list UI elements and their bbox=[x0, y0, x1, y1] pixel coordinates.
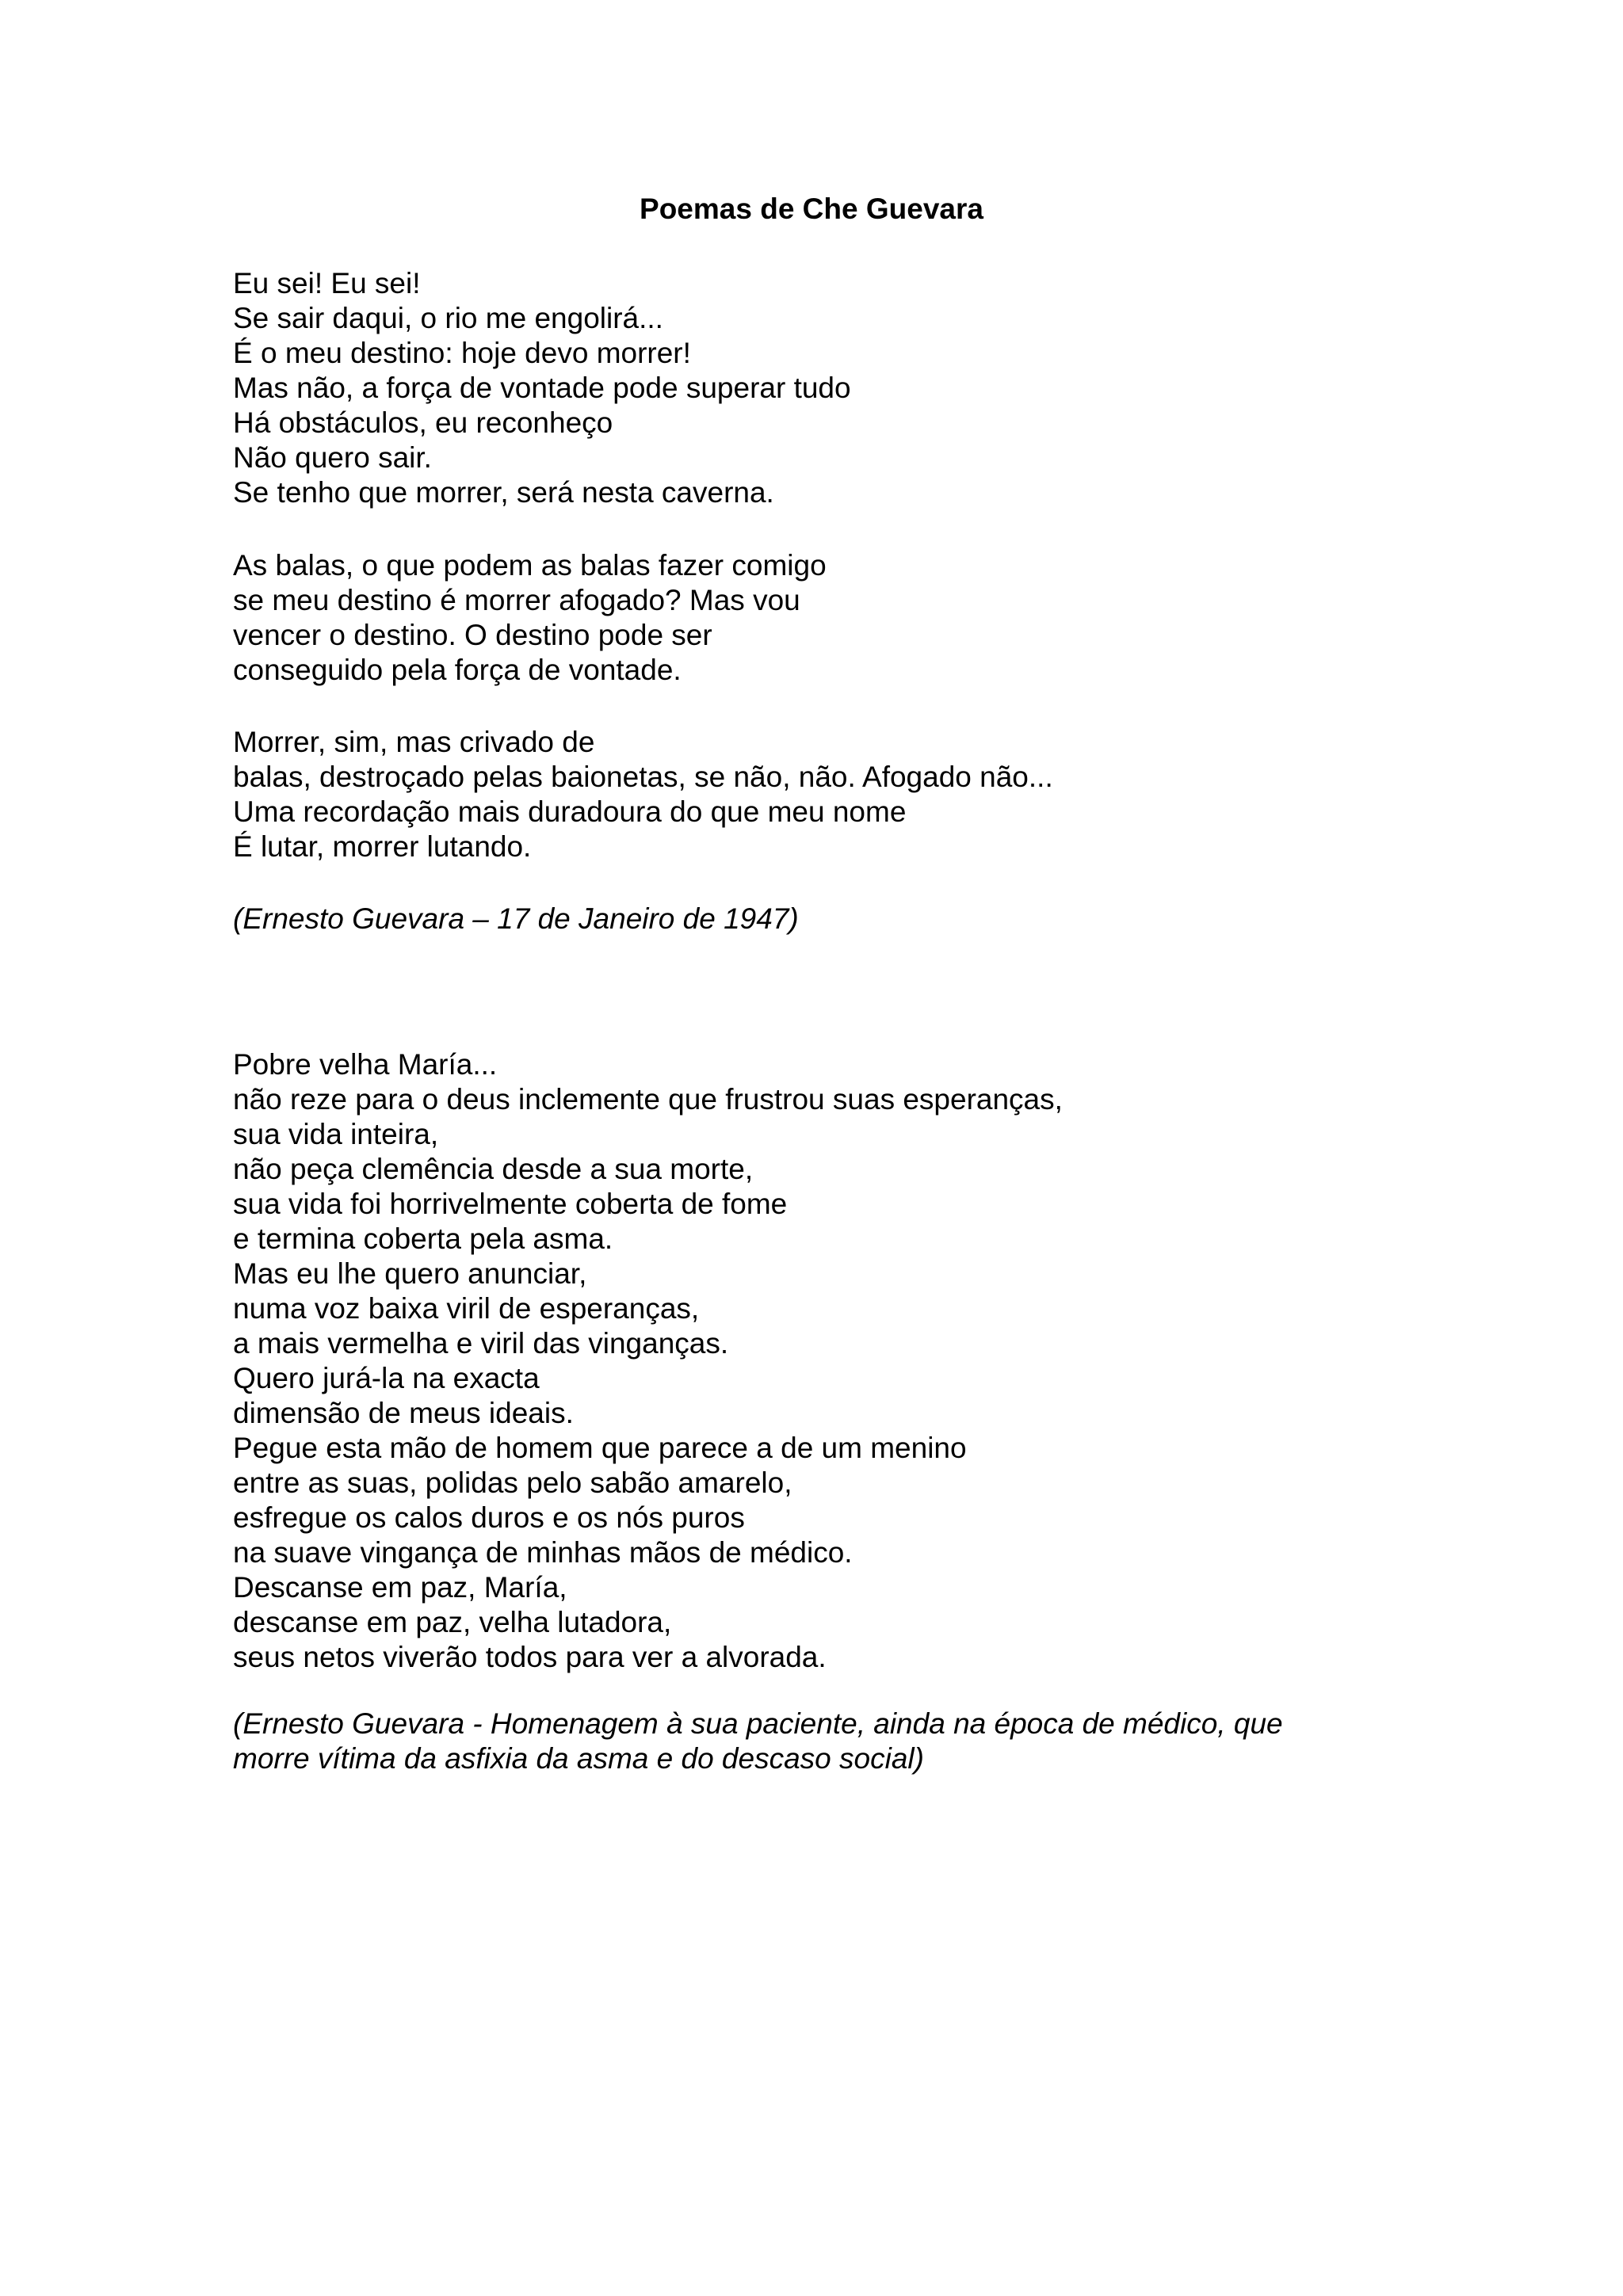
poem-line: e termina coberta pela asma. bbox=[233, 1222, 613, 1255]
poem-line: descanse em paz, velha lutadora, bbox=[233, 1606, 672, 1638]
poem-line: Pegue esta mão de homem que parece a de um menino bbox=[233, 1432, 967, 1464]
poem-line: na suave vingança de minhas mãos de médico. bbox=[233, 1536, 853, 1569]
poem-line: numa voz baixa viril de esperanças, bbox=[233, 1292, 700, 1325]
poem-1-stanza-2 bbox=[233, 548, 1422, 688]
poem-1-stanza-1 bbox=[233, 266, 1422, 510]
poem-line: Mas não, a força de vontade pode superar tudo bbox=[233, 372, 851, 404]
poem-1-attribution bbox=[233, 902, 1422, 936]
poem-line: esfregue os calos duros e os nós puros bbox=[233, 1501, 745, 1534]
poem-line: As balas, o que podem as balas fazer comigo bbox=[233, 549, 827, 582]
poem-line: Mas eu lhe quero anunciar, bbox=[233, 1257, 587, 1290]
poem-line: seus netos viverão todos para ver a alvorada. bbox=[233, 1641, 827, 1673]
poem-line: É lutar, morrer lutando. bbox=[233, 830, 532, 863]
poem-line: Se sair daqui, o rio me engolirá... bbox=[233, 302, 663, 334]
poem-line: não peça clemência desde a sua morte, bbox=[233, 1153, 754, 1185]
poem-line: sua vida inteira, bbox=[233, 1118, 439, 1150]
poem-line: a mais vermelha e viril das vinganças. bbox=[233, 1327, 729, 1360]
poem-line: Eu sei! Eu sei! bbox=[233, 267, 421, 299]
attribution-line: morre vítima da asfixia da asma e do descaso social) bbox=[233, 1742, 924, 1775]
poem-line: se meu destino é morrer afogado? Mas vou bbox=[233, 584, 800, 616]
attribution-line: (Ernesto Guevara - Homenagem à sua paciente, ainda na época de médico, que bbox=[233, 1707, 1283, 1740]
poem-line: É o meu destino: hoje devo morrer! bbox=[233, 337, 691, 369]
attribution-line: (Ernesto Guevara – 17 de Janeiro de 1947) bbox=[233, 902, 799, 935]
poem-1-stanza-3 bbox=[233, 725, 1422, 864]
poem-line: não reze para o deus inclemente que frustrou suas esperanças, bbox=[233, 1083, 1063, 1116]
poem-line: Quero jurá-la na exacta bbox=[233, 1362, 540, 1394]
poem-2-stanza-1 bbox=[233, 1047, 1422, 1675]
poem-line: Descanse em paz, María, bbox=[233, 1571, 567, 1604]
poem-line: Há obstáculos, eu reconheço bbox=[233, 406, 613, 439]
poem-line: entre as suas, polidas pelo sabão amarelo, bbox=[233, 1466, 792, 1499]
poem-line: dimensão de meus ideais. bbox=[233, 1397, 574, 1429]
poem-line: Morrer, sim, mas crivado de bbox=[233, 726, 595, 758]
poem-line: balas, destroçado pelas baionetas, se não, não. Afogado não... bbox=[233, 761, 1053, 793]
poem-line: Não quero sair. bbox=[233, 441, 432, 474]
poem-2-attribution bbox=[233, 1707, 1422, 1776]
poem-line: Se tenho que morrer, será nesta caverna. bbox=[233, 476, 774, 509]
poem-line: Pobre velha María... bbox=[233, 1048, 498, 1081]
poem-line: conseguido pela força de vontade. bbox=[233, 654, 682, 686]
page-title: Poemas de Che Guevara bbox=[640, 193, 983, 225]
poem-line: Uma recordação mais duradoura do que meu nome bbox=[233, 795, 907, 828]
poem-line: sua vida foi horrivelmente coberta de fome bbox=[233, 1188, 788, 1220]
poem-line: vencer o destino. O destino pode ser bbox=[233, 619, 712, 651]
